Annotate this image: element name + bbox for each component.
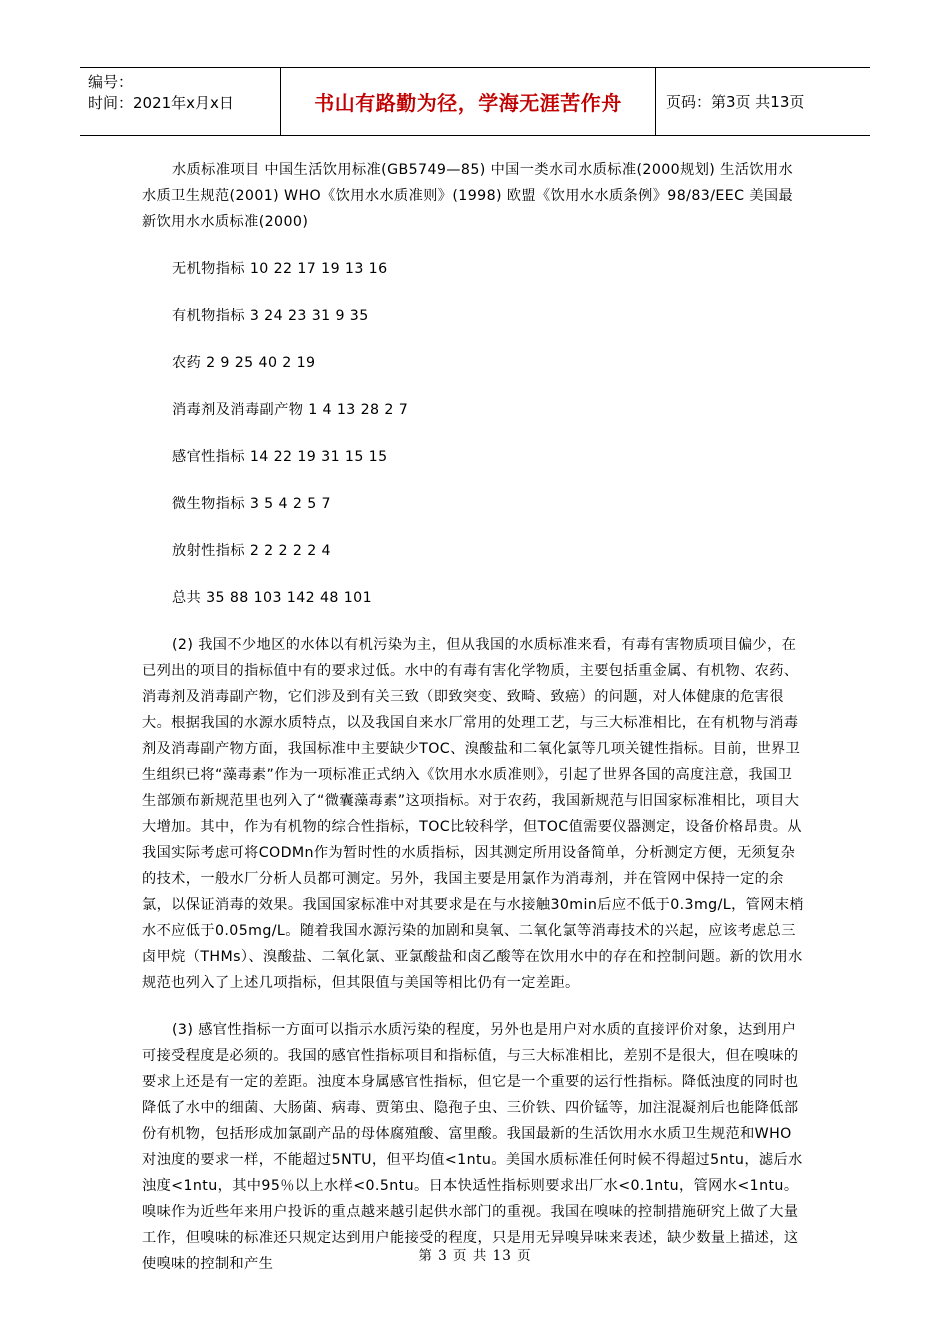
time-label: 时间：2021年x月x日 [88, 94, 234, 112]
table-row: 微生物指标 3 5 4 2 5 7 [172, 496, 331, 512]
table-row: 有机物指标 3 24 23 31 9 35 [172, 308, 369, 324]
table-row: 消毒剂及消毒副产物 1 4 13 28 2 7 [172, 402, 409, 418]
table-row: 感官性指标 14 22 19 31 15 15 [172, 449, 388, 465]
page-footer: 第 3 页 共 13 页 [418, 1248, 532, 1264]
intro-paragraph: 水质标准项目 中国生活饮用标准(GB5749—85) 中国一类水司水质标准(2000规划) 生活饮用水水质卫生规范(2001) WHO《饮用水水质准则》(1998) 欧盟《饮用水水质条例》98/83/EEC 美国最新饮用水水质标准(2000) [142, 162, 794, 230]
header-motto: 书山有路勤为径，学海无涯苦作舟 [281, 68, 656, 135]
table-row: 总共 35 88 103 142 48 101 [172, 590, 373, 606]
table-row: 放射性指标 2 2 2 2 2 4 [172, 543, 331, 559]
header-meta [80, 68, 281, 135]
number-label: 编号： [88, 73, 134, 91]
paragraph-3: (3) 感官性指标一方面可以指示水质污染的程度，另外也是用户对水质的直接评价对象，达到用户可接受程度是必须的。我国的感官性指标项目和指标值，与三大标准相比，差别不是很大，但在嗅味的要求上还是有一定的差距。浊度本身属感官性指标，但它是一个重要的运行性指标。降低浊度的同时也降低了水中的细菌、大肠菌、病毒、贾第虫、隐孢子虫、三价铁、四价锰等，加注混凝剂后也能降低部份有机物，包括形成加氯副产品的母体腐殖酸、富里酸。我国最新的生活饮用水水质卫生规范和WHO对浊度的要求一样，不能超过5NTU，但平均值<1ntu。美国水质标准任何时候不得超过5ntu，滤后水浊度<1ntu，其中95％以上水样<0.5ntu。日本快适性指标则要求出厂水<0.1ntu，管网水<1ntu。嗅味作为近些年来用户投诉的重点越来越引起供水部门的重视。我国在嗅味的控制措施研究上做了大量工作，但嗅味的标准还只规定达到用户能接受的程度，只是用无异嗅异味来表述，缺少数量上描述，这使嗅味的控制和产生 [142, 1022, 803, 1272]
table-row: 无机物指标 10 22 17 19 13 16 [172, 261, 388, 277]
paragraph-2: (2) 我国不少地区的水体以有机污染为主，但从我国的水质标准来看，有毒有害物质项目偏少，在已列出的项目的指标值中有的要求过低。水中的有毒有害化学物质，主要包括重金属、有机物、农药、消毒剂及消毒副产物，它们涉及到有关三致（即致突变、致畸、致癌）的问题，对人体健康的危害很大。根据我国的水源水质特点，以及我国自来水厂常用的处理工艺，与三大标准相比，在有机物与消毒剂及消毒副产物方面，我国标准中主要缺少TOC、溴酸盐和二氧化氯等几项关键性指标。目前，世界卫生组织已将“藻毒素”作为一项标准正式纳入《饮用水水质准则》，引起了世界各国的高度注意，我国卫生部颁布新规范里也列入了“微囊藻毒素”这项指标。对于农药，我国新规范与旧国家标准相比，项目大大增加。其中，作为有机物的综合性指标，TOC比较科学，但TOC值需要仪器测定，设备价格昂贵。从我国实际考虑可将CODMn作为暂时性的水质指标，因其测定所用设备简单，分析测定方便，无须复杂的技术，一般水厂分析人员都可测定。另外，我国主要是用氯作为消毒剂，并在管网中保持一定的余氯，以保证消毒的效果。我国国家标准中对其要求是在与水接触30min后应不低于0.3mg/L，管网末梢水不应低于0.05mg/L。随着我国水源污染的加剧和臭氧、二氧化氯等消毒技术的兴起，应该考虑总三卤甲烷（THMs）、溴酸盐、二氧化氯、亚氯酸盐和卤乙酸等在饮用水中的存在和控制问题。新的饮用水规范也列入了上述几项指标，但其限值与美国等相比仍有一定差距。 [142, 637, 805, 991]
document-body [142, 157, 806, 1277]
header-page-label: 页码：第3页 共13页 [666, 93, 805, 111]
table-row: 农药 2 9 25 40 2 19 [172, 355, 316, 371]
page-header [80, 67, 870, 136]
